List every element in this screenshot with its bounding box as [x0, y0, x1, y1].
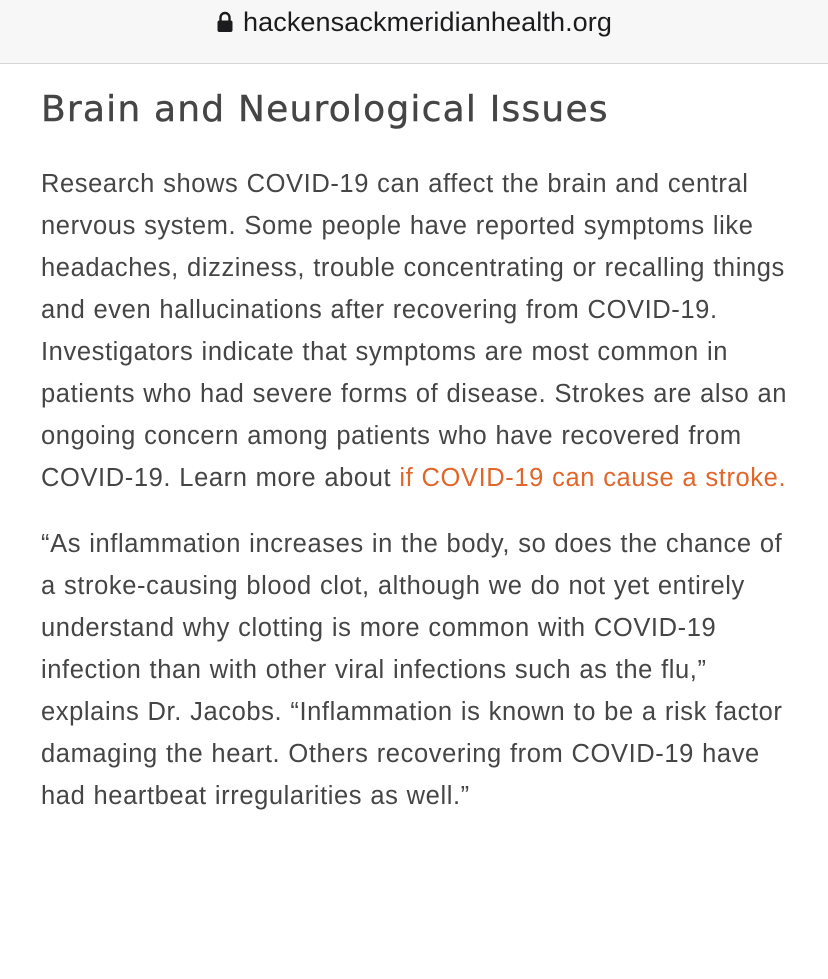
url-display[interactable]: [0, 4, 828, 40]
browser-address-bar[interactable]: [0, 0, 828, 64]
paragraph-text: Research shows COVID-19 can affect the brain and central nervous system. Some people have reported symptoms like headaches, dizziness, trouble concentrating or recalling things and even hallucinations after recovering from COVID-19. Investigators indicate that symptoms are most common in patients who had severe forms of disease. Strokes are also an ongoing concern among patients who have recovered from COVID-19. Learn more about: [41, 170, 788, 492]
section-heading: Brain and Neurological Issues: [41, 89, 609, 130]
lock-icon: [216, 11, 234, 33]
stroke-article-link[interactable]: if COVID-19 can cause a stroke.: [399, 464, 787, 492]
article-paragraph-quote: “As inflammation increases in the body, so does the chance of a stroke-causing blood clot, although we do not yet entirely understand why clotting is more common with COVID-19 infection than with other viral infections such as the flu,” explains Dr. Jacobs. “Inflammation is known to be a risk factor damaging the heart. Others recovering from COVID-19 have had heartbeat irregularities as well.”: [41, 530, 783, 810]
article-paragraph: [41, 163, 801, 499]
article-content: [41, 64, 801, 817]
url-text: hackensackmeridianhealth.org: [242, 6, 612, 37]
